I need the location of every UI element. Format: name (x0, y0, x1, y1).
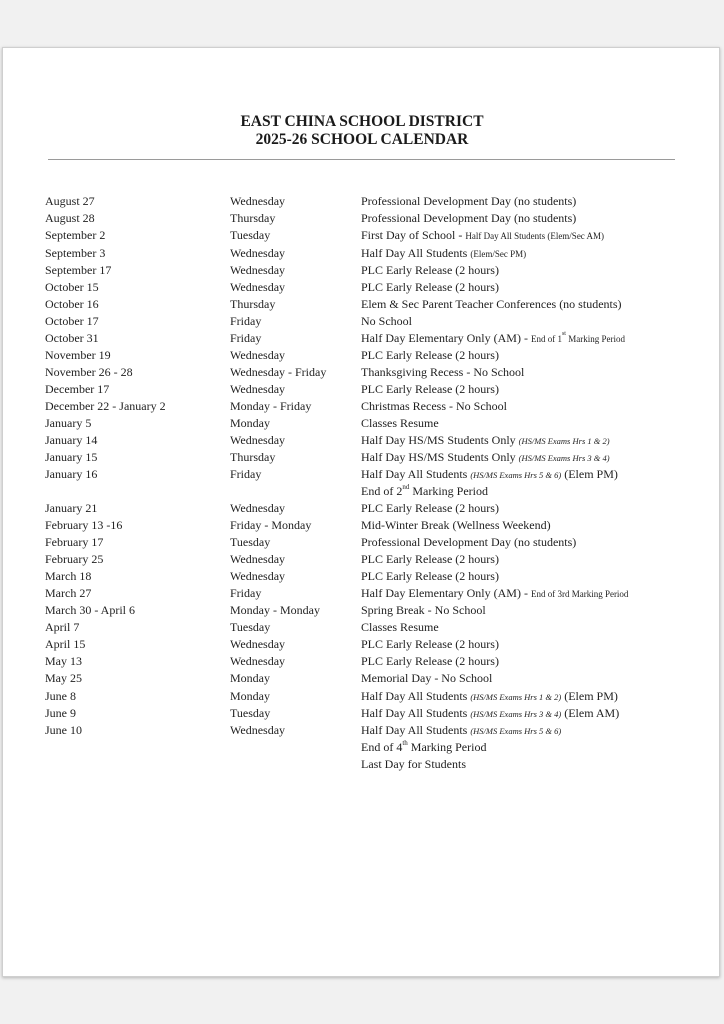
exam-note: (HS/MS Exams Hrs 5 & 6) (470, 726, 562, 736)
title-divider (48, 159, 675, 160)
day-cell: Friday (230, 586, 262, 600)
day-cell: Wednesday (230, 263, 286, 277)
exam-note: (HS/MS Exams Hrs 5 & 6) (470, 470, 562, 480)
day-cell: Wednesday (230, 280, 286, 294)
table-row (0, 210, 724, 227)
exam-note: (HS/MS Exams Hrs 1 & 2) (518, 436, 610, 446)
event-cell (361, 432, 610, 450)
day-cell: Tuesday (230, 228, 271, 242)
date-cell: April 15 (45, 637, 86, 651)
event-text: End of 4 (361, 740, 403, 754)
table-row (0, 415, 724, 432)
table-row (0, 551, 724, 568)
table-row (0, 279, 724, 296)
event-cell (361, 568, 499, 585)
event-text: Half Day All Students (361, 723, 471, 737)
event-text: PLC Early Release (2 hours) (361, 382, 499, 396)
event-text: No School (361, 314, 412, 328)
event-cell (361, 739, 486, 756)
event-cell (361, 398, 507, 415)
table-row (0, 653, 724, 670)
date-cell: April 7 (45, 620, 80, 634)
event-text: PLC Early Release (2 hours) (361, 501, 499, 515)
table-row (0, 705, 724, 722)
date-cell: October 15 (45, 280, 99, 294)
date-cell: October 31 (45, 331, 99, 345)
day-cell: Thursday (230, 450, 276, 464)
date-cell: November 26 - 28 (45, 365, 133, 379)
date-cell: January 5 (45, 416, 92, 430)
table-row (0, 517, 724, 534)
event-text: PLC Early Release (2 hours) (361, 654, 499, 668)
day-cell: Wednesday (230, 246, 286, 260)
date-cell: December 22 - January 2 (45, 399, 166, 413)
event-cell (361, 670, 492, 687)
day-cell: Monday (230, 416, 270, 430)
date-cell: May 25 (45, 671, 82, 685)
calendar-title: 2025-26 SCHOOL CALENDAR (255, 131, 469, 148)
day-cell: Wednesday (230, 433, 286, 447)
event-cell (361, 296, 622, 313)
date-cell: January 21 (45, 501, 98, 515)
date-cell: September 3 (45, 246, 106, 260)
day-cell: Wednesday (230, 348, 286, 362)
table-row (0, 585, 724, 602)
event-cell (361, 227, 604, 245)
table-row (0, 466, 724, 483)
date-cell: March 18 (45, 569, 92, 583)
date-cell: October 17 (45, 314, 99, 328)
day-cell: Friday (230, 314, 262, 328)
event-cell (361, 602, 486, 619)
day-cell: Tuesday (230, 706, 271, 720)
event-text: Classes Resume (361, 620, 439, 634)
day-cell: Thursday (230, 211, 276, 225)
date-cell: March 27 (45, 586, 92, 600)
event-tail: Marking Period (409, 484, 488, 498)
event-cell (361, 262, 499, 279)
event-text: Memorial Day - No School (361, 671, 493, 685)
event-cell (361, 193, 576, 210)
event-cell (361, 313, 412, 330)
table-row (0, 688, 724, 705)
table-row (0, 739, 724, 756)
table-row (0, 313, 724, 330)
event-cell (361, 722, 561, 740)
day-cell: Wednesday (230, 501, 286, 515)
table-row (0, 568, 724, 585)
day-cell: Monday (230, 671, 270, 685)
event-cell (361, 619, 439, 636)
event-cell (361, 551, 499, 568)
exam-note: (HS/MS Exams Hrs 3 & 4) (470, 709, 562, 719)
exam-note: (HS/MS Exams Hrs 1 & 2) (470, 692, 562, 702)
event-text: Spring Break - No School (361, 603, 486, 617)
date-cell: June 8 (45, 689, 76, 703)
date-cell: January 14 (45, 433, 98, 447)
event-text: Professional Development Day (no students) (361, 535, 577, 549)
day-cell: Thursday (230, 297, 276, 311)
event-text: Christmas Recess - No School (361, 399, 507, 413)
event-text: First Day of School - (361, 228, 466, 242)
event-note: Half Day All Students (Elem/Sec AM) (465, 231, 605, 241)
day-cell: Monday - Monday (230, 603, 320, 617)
event-note: End of 3rd Marking Period (530, 589, 629, 599)
day-cell: Wednesday (230, 637, 286, 651)
event-text: Last Day for Students (361, 757, 466, 771)
event-cell (361, 364, 524, 381)
event-text: Half Day HS/MS Students Only (361, 433, 519, 447)
event-text: Half Day All Students (361, 689, 471, 703)
event-text: Mid-Winter Break (Wellness Weekend) (361, 518, 551, 532)
event-cell (361, 449, 610, 467)
table-row (0, 670, 724, 687)
table-row (0, 227, 724, 244)
event-text: Half Day Elementary Only (AM) - (361, 586, 531, 600)
day-cell: Tuesday (230, 620, 271, 634)
event-text: Half Day All Students (361, 467, 471, 481)
event-tail: Marking Period (407, 740, 487, 754)
date-cell: June 10 (45, 723, 82, 737)
event-tail: (Elem PM) (561, 467, 618, 481)
event-cell (361, 381, 499, 398)
date-cell: May 13 (45, 654, 82, 668)
date-cell: March 30 - April 6 (45, 603, 135, 617)
day-cell: Wednesday (230, 654, 286, 668)
event-cell (361, 415, 439, 432)
event-cell (361, 688, 618, 706)
event-tail: (Elem PM) (561, 689, 618, 703)
ordinal-suffix: nd (402, 483, 410, 491)
exam-note: (HS/MS Exams Hrs 3 & 4) (518, 453, 610, 463)
event-cell (361, 466, 618, 484)
date-cell: August 27 (45, 194, 95, 208)
event-cell (361, 483, 488, 500)
event-cell (361, 653, 499, 670)
table-row (0, 722, 724, 739)
day-cell: Friday (230, 467, 262, 481)
day-cell: Monday (230, 689, 270, 703)
table-row (0, 398, 724, 415)
event-cell (361, 330, 625, 348)
day-cell: Wednesday - Friday (230, 365, 327, 379)
event-text: Half Day All Students (361, 246, 471, 260)
day-cell: Wednesday (230, 569, 286, 583)
event-cell (361, 347, 499, 364)
district-title: EAST CHINA SCHOOL DISTRICT (240, 113, 484, 130)
day-cell: Monday - Friday (230, 399, 312, 413)
date-cell: September 2 (45, 228, 106, 242)
date-cell: September 17 (45, 263, 112, 277)
event-text: Elem & Sec Parent Teacher Conferences (no students) (361, 297, 622, 311)
event-text: Professional Development Day (no students) (361, 211, 577, 225)
table-row (0, 636, 724, 653)
event-text: PLC Early Release (2 hours) (361, 263, 499, 277)
event-cell (361, 705, 619, 723)
date-cell: January 15 (45, 450, 98, 464)
day-cell: Wednesday (230, 194, 286, 208)
event-tail: (Elem AM) (561, 706, 620, 720)
event-text: PLC Early Release (2 hours) (361, 348, 499, 362)
ordinal-suffix: st (561, 331, 566, 337)
event-cell (361, 210, 576, 227)
event-text: Half Day HS/MS Students Only (361, 450, 519, 464)
event-cell (361, 500, 499, 517)
date-cell: February 13 -16 (45, 518, 123, 532)
day-cell: Tuesday (230, 535, 271, 549)
table-row (0, 364, 724, 381)
date-cell: October 16 (45, 297, 99, 311)
table-row (0, 449, 724, 466)
date-cell: June 9 (45, 706, 76, 720)
date-cell: December 17 (45, 382, 110, 396)
event-text: Classes Resume (361, 416, 439, 430)
table-row (0, 500, 724, 517)
day-cell: Wednesday (230, 552, 286, 566)
table-row (0, 245, 724, 262)
table-row (0, 330, 724, 347)
table-row (0, 602, 724, 619)
event-text: Half Day Elementary Only (AM) - (361, 331, 531, 345)
table-row (0, 296, 724, 313)
day-cell: Wednesday (230, 382, 286, 396)
event-note: Marking Period (565, 334, 625, 344)
table-row (0, 756, 724, 773)
date-cell: January 16 (45, 467, 98, 481)
event-cell (361, 585, 628, 603)
event-cell (361, 517, 551, 534)
event-cell (361, 534, 576, 551)
event-cell (361, 245, 526, 263)
table-row (0, 483, 724, 500)
day-cell: Friday - Monday (230, 518, 312, 532)
event-text: End of 2 (361, 484, 403, 498)
event-text: PLC Early Release (2 hours) (361, 637, 499, 651)
table-row (0, 432, 724, 449)
table-row (0, 619, 724, 636)
day-cell: Friday (230, 331, 262, 345)
event-note: (Elem/Sec PM) (470, 249, 527, 259)
date-cell: November 19 (45, 348, 111, 362)
event-text: PLC Early Release (2 hours) (361, 280, 499, 294)
table-row (0, 534, 724, 551)
event-cell (361, 756, 466, 773)
date-cell: February 25 (45, 552, 104, 566)
event-text: Half Day All Students (361, 706, 471, 720)
table-row (0, 193, 724, 210)
day-cell: Wednesday (230, 723, 286, 737)
event-text: PLC Early Release (2 hours) (361, 569, 499, 583)
event-text: Professional Development Day (no students) (361, 194, 577, 208)
date-cell: February 17 (45, 535, 104, 549)
event-text: PLC Early Release (2 hours) (361, 552, 499, 566)
event-cell (361, 636, 499, 653)
date-cell: August 28 (45, 211, 95, 225)
ordinal-suffix: th (402, 739, 408, 747)
event-cell (361, 279, 499, 296)
table-row (0, 262, 724, 279)
table-row (0, 381, 724, 398)
table-row (0, 347, 724, 364)
event-note: End of 1 (530, 334, 562, 344)
event-text: Thanksgiving Recess - No School (361, 365, 525, 379)
